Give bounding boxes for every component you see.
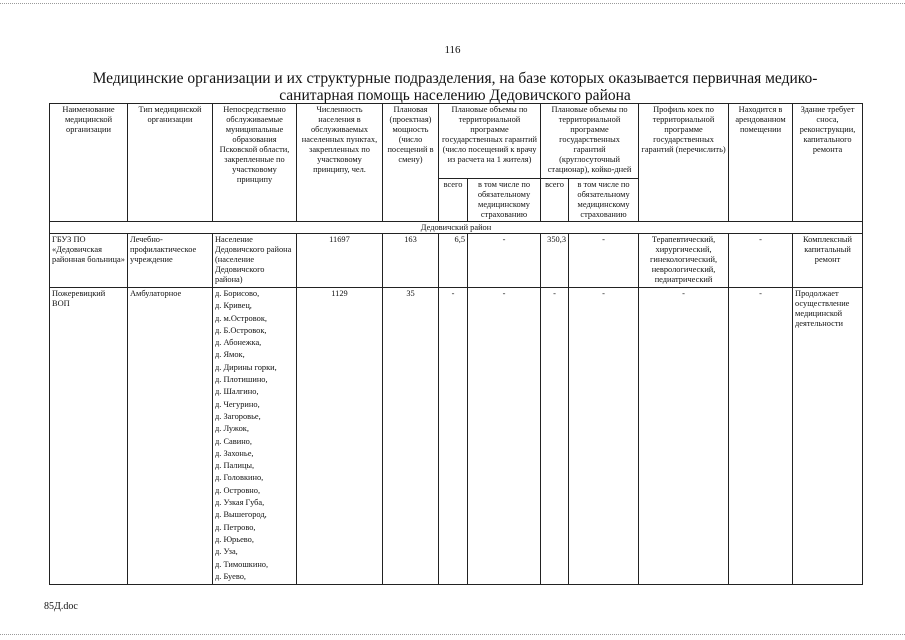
list-item: д. Дирины горки, — [215, 362, 277, 372]
header-leased: Находится в арендованном помещении — [729, 104, 793, 222]
organizations-table — [49, 103, 863, 585]
org-name: Пожеревицкий ВОП — [50, 288, 128, 585]
org-leased: - — [729, 288, 793, 585]
list-item: д. Тимошкино, — [215, 559, 269, 569]
list-item: д. Ямок, — [215, 350, 245, 360]
header-served: Непосредственно обслуживаемые муниципальные образования Псковской области, закрепленные по участковому принципу — [213, 104, 297, 222]
list-item: д. Лужок, — [215, 424, 249, 434]
list-item: д. Островно, — [215, 485, 261, 495]
list-item: д. Головкино, — [215, 473, 264, 483]
org-capacity: 163 — [383, 234, 439, 288]
org-beds-profile: - — [639, 288, 729, 585]
list-item: д. Палицы, — [215, 461, 255, 471]
org-type: Амбулаторное — [128, 288, 213, 585]
table-row — [50, 234, 863, 288]
scan-edge-bottom — [0, 634, 905, 635]
org-type: Лечебно-профилактическое учреждение — [128, 234, 213, 288]
header-out-oms: в том числе по обязательному медицинскому страхованию — [468, 179, 541, 222]
scan-edge-top — [0, 3, 905, 4]
org-beds-profile: Терапевтический, хирургический, гинекологический, неврологический, педиатрический — [639, 234, 729, 288]
district-name: Дедовичский район — [50, 222, 863, 234]
list-item: д. Уза, — [215, 547, 238, 557]
list-item: д. Петрово, — [215, 522, 256, 532]
list-item: д. Савино, — [215, 436, 252, 446]
org-repair: Продолжает осуществление медицинской деятельности — [793, 288, 863, 585]
header-repair: Здание требует сноса, реконструкции, капитального ремонта — [793, 104, 863, 222]
list-item: д. Захонье, — [215, 448, 254, 458]
org-population: 1129 — [297, 288, 383, 585]
org-leased: - — [729, 234, 793, 288]
org-population: 11697 — [297, 234, 383, 288]
org-served: Население Дедовичского района (население Дедовичского района) — [213, 234, 297, 288]
header-beds-profile: Профиль коек по территориальной программе государственных гарантий (перечислить) — [639, 104, 729, 222]
list-item: д. Плотишино, — [215, 375, 268, 385]
org-in-total: 350,3 — [541, 234, 569, 288]
list-item: д. Вышегород, — [215, 510, 267, 520]
header-capacity: Плановая (проектная) мощность (число посещений в смену) — [383, 104, 439, 222]
header-row — [50, 104, 863, 179]
page-number: 116 — [444, 44, 461, 56]
org-out-oms: - — [468, 234, 541, 288]
list-item: д. Загоровье, — [215, 411, 261, 421]
list-item: д. Шалгино, — [215, 387, 259, 397]
page-title — [40, 70, 870, 104]
list-item: д. Б.Островок, — [215, 325, 267, 335]
list-item: д. Узкая Губа, — [215, 498, 265, 508]
list-item: д. Чегурино, — [215, 399, 260, 409]
org-out-total: 6,5 — [439, 234, 468, 288]
title-line-2: санитарная помощь населению Дедовичского района — [279, 87, 631, 104]
org-capacity: 35 — [383, 288, 439, 585]
org-in-total: - — [541, 288, 569, 585]
document-filename: 85Д.doc — [44, 601, 78, 612]
table-row — [50, 288, 863, 585]
header-in-oms: в том числе по обязательному медицинскому страхованию — [569, 179, 639, 222]
district-row — [50, 222, 863, 234]
list-item: д. Юрьево, — [215, 534, 254, 544]
header-name: Наименование медицинской организации — [50, 104, 128, 222]
header-population: Численность населения в обслуживаемых населенных пунктах, закрепленных по участковому принципу, чел. — [297, 104, 383, 222]
title-line-1: Медицинские организации и их структурные подразделения, на базе которых оказывается первичная медико- — [92, 70, 818, 87]
header-inpatient-plan: Плановые объемы по территориальной программе государственных гарантий (круглосуточный стационар), койко-дней — [541, 104, 639, 179]
list-item: д. Абонежка, — [215, 338, 262, 348]
village-list — [213, 288, 297, 585]
list-item: д. Борисово, — [215, 289, 260, 298]
org-in-oms: - — [569, 288, 639, 585]
org-out-oms: - — [468, 288, 541, 585]
header-type: Тип медицинской организации — [128, 104, 213, 222]
header-in-total: всего — [541, 179, 569, 222]
org-repair: Комплексный капитальный ремонт — [793, 234, 863, 288]
list-item: д. м.Островок, — [215, 313, 267, 323]
list-item: д. Буево, — [215, 571, 247, 581]
list-item: д. Кривец, — [215, 301, 252, 311]
header-outpatient-plan: Плановые объемы по территориальной программе государственных гарантий (число посещений к врачу из расчета на 1 жителя) — [439, 104, 541, 179]
org-out-total: - — [439, 288, 468, 585]
header-out-total: всего — [439, 179, 468, 222]
org-name: ГБУЗ ПО «Дедовичская районная больница» — [50, 234, 128, 288]
org-in-oms: - — [569, 234, 639, 288]
